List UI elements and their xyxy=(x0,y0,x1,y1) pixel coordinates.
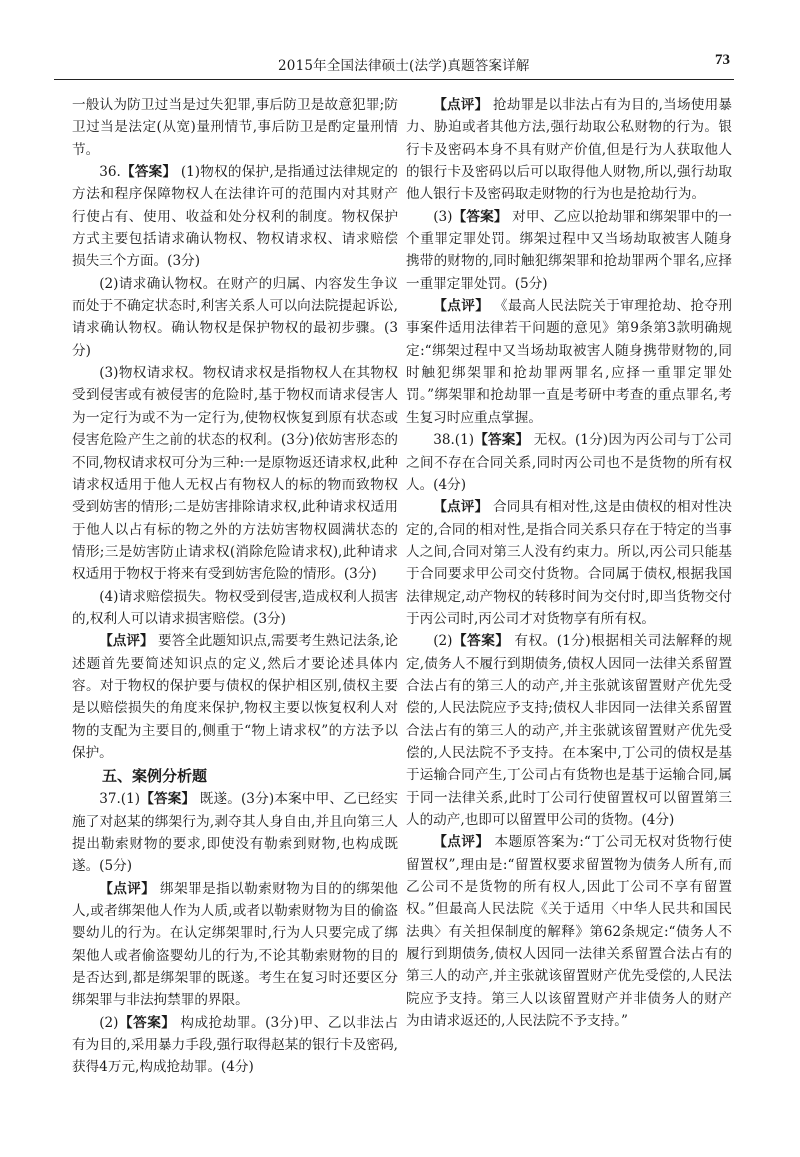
q38-number: 38.(1) xyxy=(433,432,475,449)
q37-comment-1 xyxy=(72,878,398,1012)
q37-2-number: (2) xyxy=(99,1014,119,1031)
q37-answer-2 xyxy=(72,1012,398,1079)
q38-comment-2-tag: 【点评】 xyxy=(433,834,490,851)
q36-comment xyxy=(72,630,398,764)
q37-comment-2-text: 抢劫罪是以非法占有为目的,当场使用暴力、胁迫或者其他方法,强行劫取公私财物的行为。银行卡及密码本身不具有财产价值,但是行为人获取他人的银行卡及密码以后可以取得他人财物,所以,强行劫取他人银行卡及密码取走财物的行为也是抢劫行为。 xyxy=(406,97,733,203)
running-header xyxy=(54,50,730,76)
page-number: 73 xyxy=(715,52,730,68)
left-column xyxy=(72,94,398,1079)
q37-answer-3-text: 对甲、乙应以抢劫罪和绑架罪中的一个重罪定罪处罚。绑架过程中又当场劫取被害人随身携带的财物的,同时触犯绑架罪和抢劫罪两个罪名,应择一重罪定罪处罚。(5分) xyxy=(406,208,732,292)
q37-answer-1 xyxy=(72,788,398,877)
q37-answer-tag: 【答案】 xyxy=(140,791,196,808)
q38-answer-2 xyxy=(406,630,732,831)
q38-answer-2-tag: 【答案】 xyxy=(452,633,510,650)
q37-comment-2 xyxy=(406,94,732,206)
q37-comment-2-tag: 【点评】 xyxy=(433,97,489,113)
q38-comment-2-text: 本题原答案为:“丁公司无权对货物行使留置权”,理由是:“留置权要求留置物为债务人所有,而乙公司不是货物的所有权人,因此丁公司不享有留置权。”但最高人民法院《关于适用〈中华人民共和国民法典〉有关担保制度的解释》第62条规定:“债务人不履行到期债务,债权人因同一法律关系留置合法占有的第三人的动产,并主张就该留置财产优先受偿的,人民法院应予支持。第三人以该留置财产并非债务人的财产为由请求返还的,人民法院不予支持。” xyxy=(406,834,733,1030)
q37-3-number: (3) xyxy=(433,208,453,225)
q37-answer-1-text: 既遂。(3分)本案中甲、乙已经实施了对赵某的绑架行为,剥夺其人身自由,并且向第三人提出勒索财物的要求,即使没有勒索到财物,也构成既遂。(5分) xyxy=(72,791,398,875)
q36-number: 36. xyxy=(99,164,121,181)
q37-answer-3 xyxy=(406,206,732,295)
right-column xyxy=(406,94,732,1032)
q37-comment-1-text: 绑架罪是指以勒索财物为目的的绑架他人,或者绑架他人作为人质,或者以勒索财物为目的偷盗婴幼儿的行为。在认定绑架罪时,行为人只要完成了绑架他人或者偷盗婴幼儿的行为,不论其勒索财物的目的是否达到,都是绑架罪的既遂。考生在复习时还要区分绑架罪与非法拘禁罪的界限。 xyxy=(72,880,399,1009)
header-title: 2015年全国法律硕士(法学)真题答案详解 xyxy=(278,58,530,74)
q38-answer-1 xyxy=(406,429,732,496)
q38-comment-1 xyxy=(406,496,732,630)
q36-point-4: (4)请求赔偿损失。物权受到侵害,造成权利人损害的,权利人可以请求损害赔偿。(3分) xyxy=(72,588,398,627)
q36-answer xyxy=(72,161,398,273)
q36-point-2: (2)请求确认物权。在财产的归属、内容发生争议而处于不确定状态时,利害关系人可以向法院提起诉讼,请求确认物权。确认物权是保护物权的最初步骤。(3分) xyxy=(72,275,398,359)
q37-answer-2-tag: 【答案】 xyxy=(118,1014,176,1031)
header-rule xyxy=(54,79,734,80)
q37-number: 37.(1) xyxy=(99,791,141,808)
q38-comment-1-text: 合同具有相对性,这是由债权的相对性决定的,合同的相对性,是指合同关系只存在于特定的当事人之间,合同对第三人没有约束力。所以,丙公司只能基于合同要求甲公司交付货物。合同属于债权,根据我国法律规定,动产物权的转移时间为交付时,即当货物交付于丙公司时,丙公司才对货物享有所有权。 xyxy=(406,499,733,627)
q37-answer-2-text: 构成抢劫罪。(3分)甲、乙以非法占有为目的,采用暴力手段,强行取得赵某的银行卡及密码,获得4万元,构成抢劫罪。(4分) xyxy=(72,1014,398,1076)
q38-answer-1-text: 无权。(1分)因为丙公司与丁公司之间不存在合同关系,同时丙公司也不是货物的所有权人。(4分) xyxy=(406,432,732,493)
q38-2-number: (2) xyxy=(433,633,453,650)
q37-comment-1-tag: 【点评】 xyxy=(99,880,156,897)
q37-answer-3-tag: 【答案】 xyxy=(452,208,508,225)
q36-comment-tag: 【点评】 xyxy=(99,633,154,650)
q36-answer-text: (1)物权的保护,是指通过法律规定的方法和程序保障物权人在法律许可的范围内对其财产行使占有、使用、收益和处分权利的制度。物权保护方式主要包括请求确认物权、物权请求权、请求赔偿损失三个方面。(3分) xyxy=(72,164,398,270)
paragraph-defense-summary: 一般认为防卫过当是过失犯罪,事后防卫是故意犯罪;防卫过当是法定(从宽)量刑情节,事后防卫是酌定量刑情节。 xyxy=(72,97,398,158)
q38-answer-1-tag: 【答案】 xyxy=(474,432,530,449)
q37-comment-3 xyxy=(406,295,732,429)
q38-answer-2-text: 有权。(1分)根据相关司法解释的规定,债务人不履行到期债务,债权人因同一法律关系留置合法占有的第三人的动产,并主张就该留置财产优先受偿的,人民法院应予支持;债权人非因同一法律关系留置合法占有的第三人的动产,并主张就该留置财产优先受偿的,人民法院不予支持。在本案中,丁公司的债权是基于运输合同产生,丁公司占有货物也是基于运输合同,属于同一法律关系,此时丁公司行使留置权可以留置第三人的动产,也即可以留置甲公司的货物。(4分) xyxy=(406,633,732,828)
q37-comment-3-tag: 【点评】 xyxy=(433,298,490,315)
q36-point-3: (3)物权请求权。物权请求权是指物权人在其物权受到侵害或有被侵害的危险时,基于物权而请求侵害人为一定行为或不为一定行为,使物权恢复到原有状态或侵害危险产生之前的状态的权利。(3分)依妨害形态的不同,物权请求权可分为三种:一是原物返还请求权,此种请求权适用于他人无权占有物权人的标的物而致物权受到妨害的情形;二是妨害排除请求权,此种请求权适用于他人以占有标的物之外的方法妨害物权圆满状态的情形;三是妨害防止请求权(消除危险请求权),此种请求权适用于物权于将来有受到妨害危险的情形。(3分) xyxy=(72,365,398,583)
section-heading-case-analysis: 五、案例分析题 xyxy=(102,767,208,786)
q36-answer-tag: 【答案】 xyxy=(120,164,177,181)
q36-comment-text: 要答全此题知识点,需要考生熟记法条,论述题首先要简述知识点的定义,然后才要论述具体内容。对于物权的保护要与债权的保护相区别,债权主要是以赔偿损失的角度来保护,物权主要以恢复权利人对物的支配为主要目的,侧重于“物上请求权”的方法予以保护。 xyxy=(72,633,398,761)
q37-comment-3-text: 《最高人民法院关于审理抢劫、抢夺刑事案件适用法律若干问题的意见》第9条第3款明确规定:“绑架过程中又当场劫取被害人随身携带财物的,同时触犯绑架罪和抢劫罪两罪名,应择一重罪定罪处罚。”绑架罪和抢劫罪一直是考研中考查的重点罪名,考生复习时应重点掌握。 xyxy=(406,298,733,426)
q38-comment-1-tag: 【点评】 xyxy=(433,499,489,516)
q38-comment-2 xyxy=(406,831,732,1032)
